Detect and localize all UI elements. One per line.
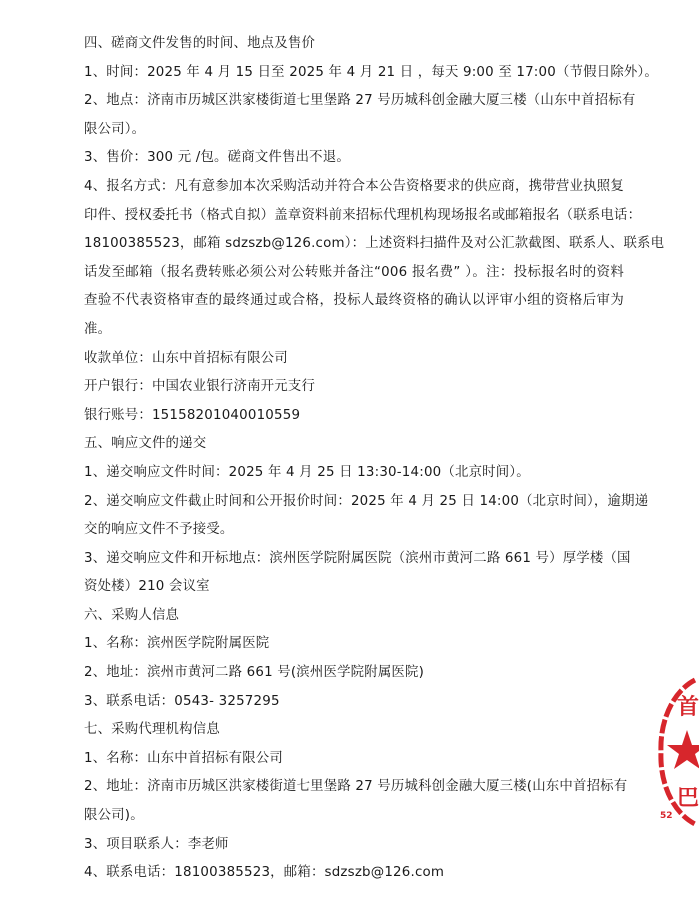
section-5-heading: [84, 430, 624, 459]
text-line: 印件、授权委托书（格式自拟）盖章资料前来招标代理机构现场报名或邮箱报名（联系电话：: [84, 207, 642, 223]
purchaser-phone: [84, 688, 624, 717]
text-line: 准。: [84, 321, 112, 337]
seal-number: 52: [660, 811, 673, 821]
text-line: 3、售价：300 元 /包。磋商文件售出不退。: [84, 150, 350, 166]
text-line: 3、联系电话：0543- 3257295: [84, 693, 280, 709]
text-line: 18100385523，邮箱 sdzszb@126.com）：上述资料扫描件及对公汇款截图、联系人、联系电: [84, 236, 665, 252]
text-line: 资处楼）210 会议室: [84, 579, 210, 595]
text-line: 四、磋商文件发售的时间、地点及售价: [84, 36, 316, 51]
text-line: 2、地点：济南市历城区洪家楼街道七里堡路 27 号历城科创金融大厦三楼（山东中首招标有: [84, 93, 636, 109]
text-line: 五、响应文件的递交: [84, 436, 207, 452]
star-icon: [667, 730, 699, 769]
text-line: 六、采购人信息: [84, 607, 180, 623]
agency-address: [84, 773, 628, 830]
text-line: 限公司)。: [84, 808, 144, 824]
text-line: 3、项目联系人：李老师: [84, 836, 229, 852]
text-line: 3、递交响应文件和开标地点：滨州医学院附属医院（滨州市黄河二路 661 号）厚学楼（国: [84, 550, 631, 566]
text-line: 查验不代表资格审查的最终通过或合格，投标人最终资格的确认以评审小组的资格后审为: [84, 293, 624, 309]
text-line: 2、地址：滨州市黄河二路 661 号(滨州医学院附属医院): [84, 665, 425, 681]
text-line: 1、时间：2025 年 4 月 15 日至 2025 年 4 月 21 日 ，每天 9:00 至 17:00（节假日除外）。: [84, 64, 658, 80]
agency-contact: [84, 831, 624, 860]
sale-price: [84, 144, 624, 173]
section-7-heading: [84, 716, 624, 745]
section-4-heading: [84, 30, 624, 59]
submission-location: [84, 545, 631, 602]
agency-phone-email: [84, 859, 624, 888]
text-line: 收款单位：山东中首招标有限公司: [84, 350, 288, 366]
agency-name: [84, 745, 624, 774]
company-seal-stamp: [655, 672, 699, 832]
payee: [84, 345, 624, 374]
text-line: 4、报名方式：凡有意参加本次采购活动并符合本公告资格要求的供应商，携带营业执照复: [84, 178, 624, 194]
svg-text:巴: 巴: [677, 786, 699, 811]
text-line: 开户银行：中国农业银行济南开元支行: [84, 379, 316, 395]
text-line: 2、地址：济南市历城区洪家楼街道七里堡路 27 号历城科创金融大厦三楼(山东中首招标有: [84, 779, 628, 795]
text-line: 2、递交响应文件截止时间和公开报价时间：2025 年 4 月 25 日 14:00（北京时间），逾期递: [84, 493, 649, 509]
section-6-heading: [84, 602, 624, 631]
purchaser-address: [84, 659, 624, 688]
submission-time: [84, 459, 624, 488]
text-line: 1、递交响应文件时间：2025 年 4 月 25 日 13:30-14:00（北京时间）。: [84, 464, 530, 480]
text-line: 4、联系电话：18100385523，邮箱：sdzszb@126.com: [84, 865, 445, 881]
text-line: 银行账号：15158201040010559: [84, 407, 301, 423]
sale-time: [84, 59, 658, 88]
text-line: 1、名称：山东中首招标有限公司: [84, 750, 283, 766]
bank-account: [84, 402, 624, 431]
text-line: 七、采购代理机构信息: [84, 722, 220, 738]
purchaser-name: [84, 630, 624, 659]
text-line: 1、名称：滨州医学院附属医院: [84, 636, 270, 652]
seal-char: 首: [677, 695, 699, 720]
document-page: [84, 30, 665, 888]
registration-method: [84, 173, 665, 345]
text-line: 交的响应文件不予接受。: [84, 522, 234, 538]
text-line: 限公司）。: [84, 121, 146, 137]
bank: [84, 373, 624, 402]
sale-location: [84, 87, 636, 144]
submission-deadline: [84, 488, 649, 545]
text-line: 话发至邮箱（报名费转账必须公对公转账并备注“006 报名费” ）。注：投标报名时的资料: [84, 264, 624, 280]
